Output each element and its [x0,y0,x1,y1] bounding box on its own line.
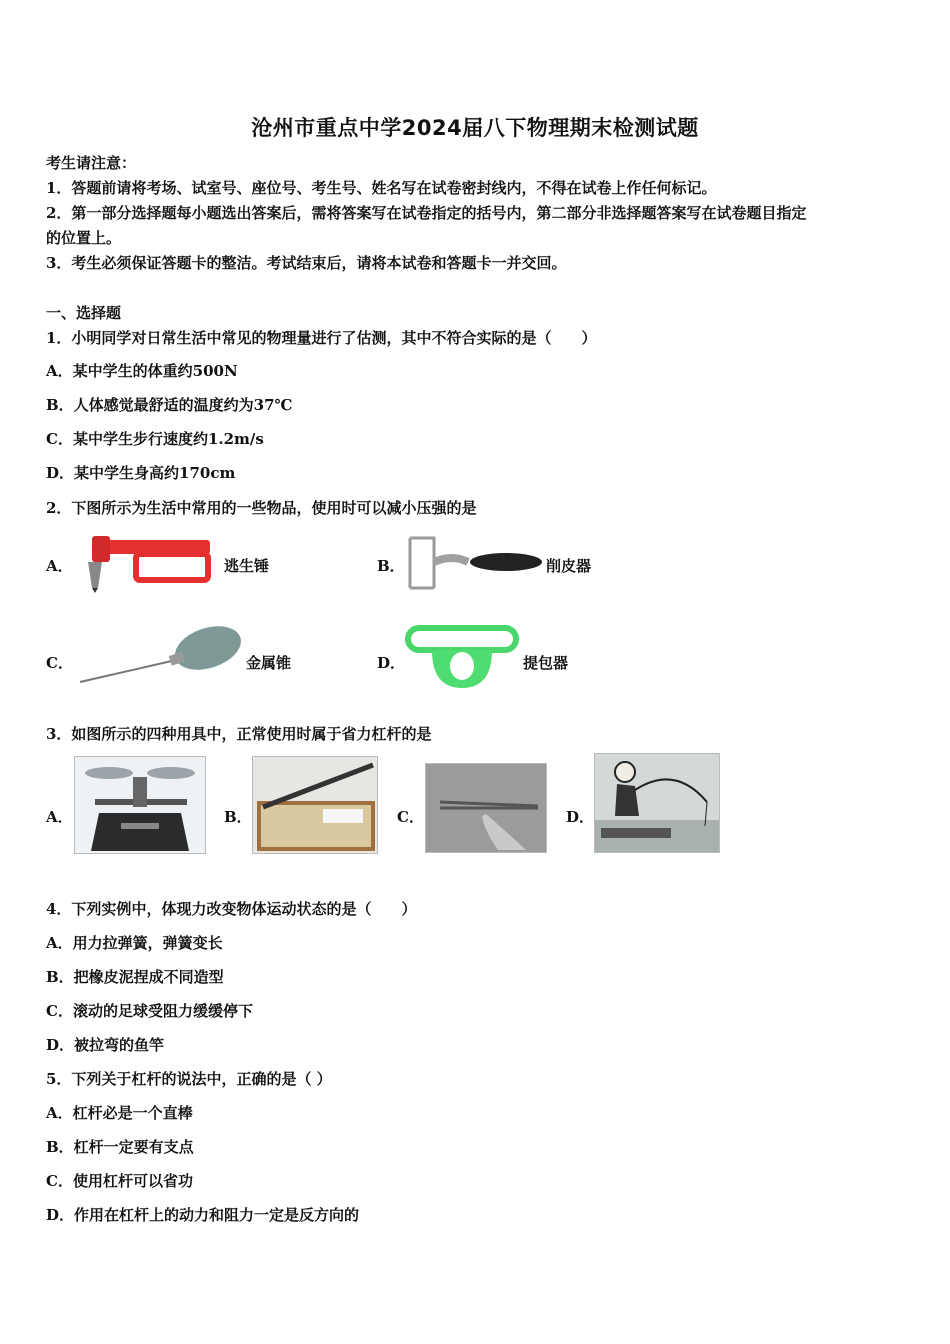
tongs-image [425,763,547,853]
q1-option-a: A．某中学生的体重约500N [46,362,238,380]
notice-item-1: 1．答题前请将考场、试室号、座位号、考生号、姓名写在试卷密封线内，不得在试卷上作任何标记。 [46,179,717,197]
q3-option-a-label: A． [46,808,73,826]
q5-option-b: B．杠杆一定要有支点 [46,1138,194,1156]
q2-caption-a: 逃生锤 [224,557,270,575]
q1-option-b: B．人体感觉最舒适的温度约为37℃ [46,396,293,414]
q5-stem: 5．下列关于杠杆的说法中，正确的是（ ） [46,1070,332,1088]
escape-hammer-image [78,532,214,594]
q1-stem: 1．小明同学对日常生活中常见的物理量进行了估测，其中不符合实际的是（ ） [46,329,597,347]
notice-item-2: 2．第一部分选择题每小题选出答案后，需将答案写在试卷指定的括号内，第二部分非选择题答案写在试卷题目指定 [46,204,807,222]
q5-option-c: C．使用杠杆可以省功 [46,1172,193,1190]
q4-option-c: C．滚动的足球受阻力缓缓停下 [46,1002,253,1020]
bag-holder-image [402,622,522,692]
peeler-image [404,532,544,594]
q3-option-b-label: B． [224,808,252,826]
q2-option-a-label: A． [46,557,73,575]
section-heading: 一、选择题 [46,304,122,322]
q1-option-d: D．某中学生身高约170cm [46,464,236,482]
q4-option-d: D．被拉弯的鱼竿 [46,1036,165,1054]
q1-option-c: C．某中学生步行速度约1.2m/s [46,430,264,448]
balance-scale-image [74,756,206,854]
q2-caption-c: 金属锥 [246,654,292,672]
q2-caption-d: 提包器 [523,654,569,672]
q4-stem: 4．下列实例中，体现力改变物体运动状态的是（ ） [46,900,417,918]
q2-option-c-label: C． [46,654,73,672]
q3-stem: 3．如图所示的四种用具中，正常使用时属于省力杠杆的是 [46,725,432,743]
notice-item-3: 3．考生必须保证答题卡的整洁。考试结束后，请将本试卷和答题卡一并交回。 [46,254,567,272]
q2-option-d-label: D． [377,654,406,672]
metal-awl-image [76,622,244,686]
q5-option-d: D．作用在杠杆上的动力和阻力一定是反方向的 [46,1206,360,1224]
notice-heading: 考生请注意： [46,154,137,172]
q2-stem: 2．下图所示为生活中常用的一些物品，使用时可以减小压强的是 [46,499,477,517]
q5-option-a: A．杠杆必是一个直棒 [46,1104,193,1122]
q4-option-a: A．用力拉弹簧，弹簧变长 [46,934,223,952]
q3-option-d-label: D． [566,808,595,826]
q3-option-c-label: C． [397,808,424,826]
paper-cutter-image [252,756,378,854]
page-title: 沧州市重点中学2024届八下物理期末检测试题 [251,116,699,140]
notice-item-2-cont: 的位置上。 [46,229,122,247]
fishing-rod-image [594,753,720,853]
q2-option-b-label: B． [377,557,405,575]
q4-option-b: B．把橡皮泥捏成不同造型 [46,968,224,986]
q2-caption-b: 削皮器 [546,557,592,575]
